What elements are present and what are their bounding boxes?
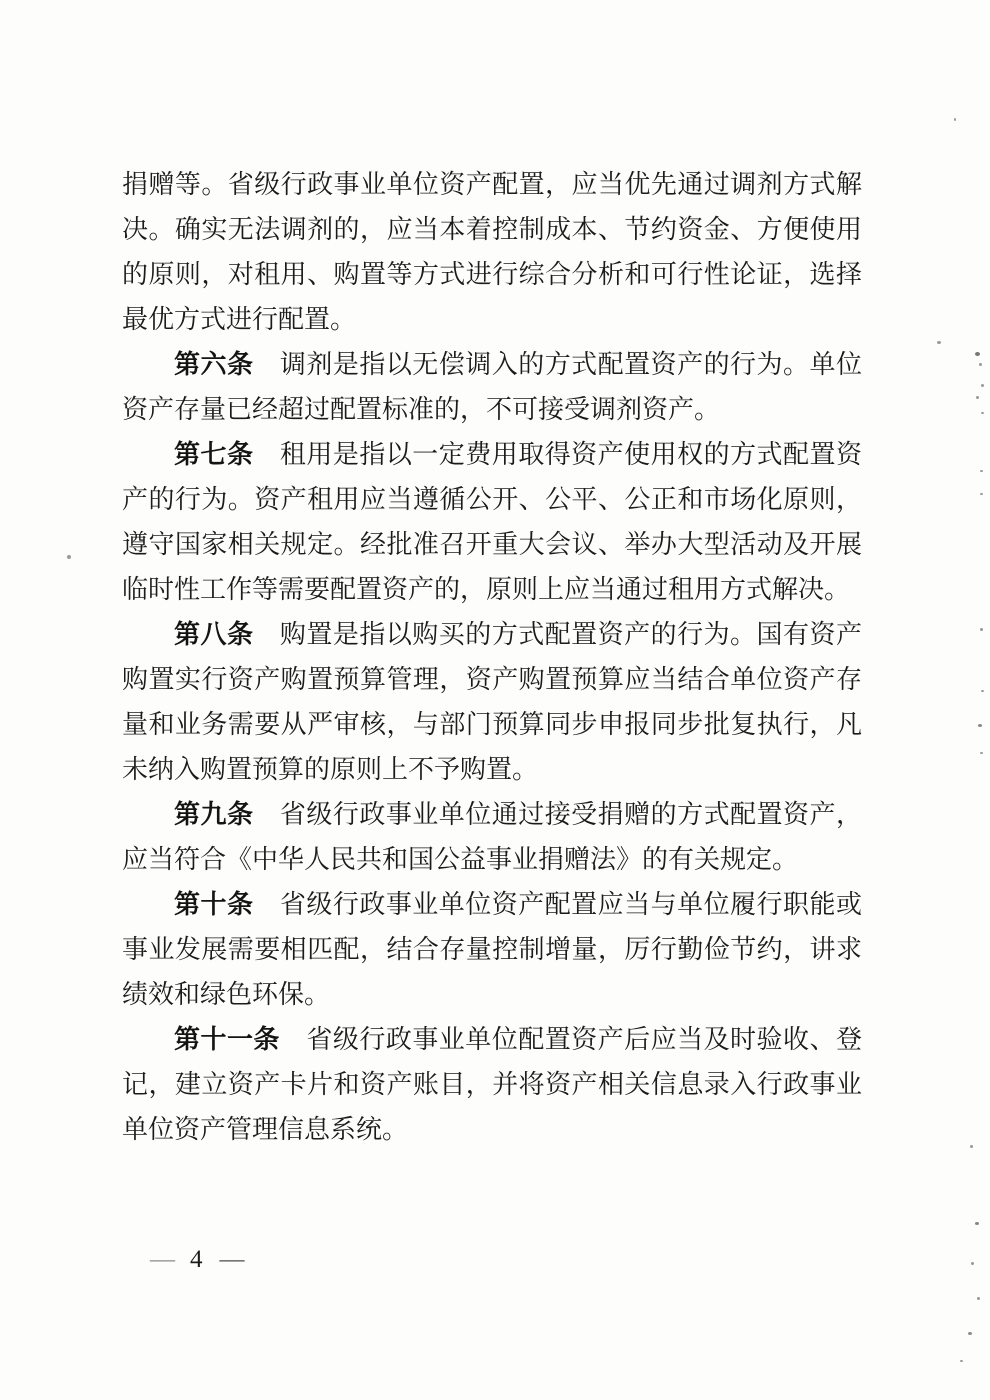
paragraph: 第十条 省级行政事业单位资产配置应当与单位履行职能或事业发展需要相匹配，结合存量控制增量，厉行勤俭节约，讲求绩效和绿色环保。 bbox=[122, 889, 862, 1009]
article-heading: 第八条 bbox=[174, 619, 254, 649]
article-heading: 第七条 bbox=[174, 439, 254, 469]
scan-speck bbox=[968, 1332, 972, 1335]
article-heading: 第九条 bbox=[174, 799, 254, 829]
scan-speck bbox=[980, 628, 983, 631]
scan-speck bbox=[979, 363, 982, 366]
paragraph: 第八条 购置是指以购买的方式配置资产的行为。国有资产购置实行资产购置预算管理，资产购置预算应当结合单位资产存量和业务需要从严审核，与部门预算同步申报同步批复执行，凡未纳入购置预算的原则上不予购置。 bbox=[122, 619, 862, 784]
scan-speck bbox=[975, 352, 980, 356]
paragraph: 第九条 省级行政事业单位通过接受捐赠的方式配置资产，应当符合《中华人民共和国公益事业捐赠法》的有关规定。 bbox=[122, 799, 862, 874]
scan-speck bbox=[978, 724, 982, 727]
paragraph: 第六条 调剂是指以无偿调入的方式配置资产的行为。单位资产存量已经超过配置标准的，不可接受调剂资产。 bbox=[122, 349, 862, 424]
scan-speck bbox=[970, 1145, 973, 1148]
scan-speck bbox=[975, 1222, 979, 1225]
page-footer bbox=[150, 1246, 245, 1274]
scan-speck bbox=[980, 493, 983, 495]
scan-speck bbox=[67, 555, 71, 559]
scan-speck bbox=[980, 752, 983, 754]
scan-speck bbox=[971, 1262, 974, 1265]
footer-dash-left: — bbox=[150, 1246, 173, 1273]
scan-speck bbox=[977, 1297, 980, 1300]
paragraph: 捐赠等。省级行政事业单位资产配置，应当优先通过调剂方式解决。确实无法调剂的，应当本着控制成本、节约资金、方便使用的原则，对租用、购置等方式进行综合分析和可行性论证，选择最优方式进行配置。 bbox=[122, 170, 862, 334]
page-number: 4 bbox=[190, 1246, 203, 1273]
article-heading: 第十一条 bbox=[174, 1024, 280, 1054]
footer-dash-right: — bbox=[219, 1246, 245, 1273]
scan-speck bbox=[981, 690, 984, 692]
scan-speck bbox=[981, 384, 984, 387]
scan-speck bbox=[980, 470, 983, 472]
article-heading: 第六条 bbox=[174, 349, 254, 379]
scan-speck bbox=[960, 1360, 963, 1362]
scan-speck bbox=[981, 412, 984, 414]
scan-speck bbox=[954, 118, 956, 121]
paragraph: 第十一条 省级行政事业单位配置资产后应当及时验收、登记，建立资产卡片和资产账目，并将资产相关信息录入行政事业单位资产管理信息系统。 bbox=[122, 1024, 862, 1144]
scan-speck bbox=[937, 341, 941, 344]
scan-speck bbox=[976, 396, 979, 399]
document-body bbox=[122, 162, 862, 1152]
paragraph: 第七条 租用是指以一定费用取得资产使用权的方式配置资产的行为。资产租用应当遵循公开、公平、公正和市场化原则，遵守国家相关规定。经批准召开重大会议、举办大型活动及开展临时性工作等需要配置资产的，原则上应当通过租用方式解决。 bbox=[122, 439, 862, 604]
article-heading: 第十条 bbox=[174, 889, 254, 919]
